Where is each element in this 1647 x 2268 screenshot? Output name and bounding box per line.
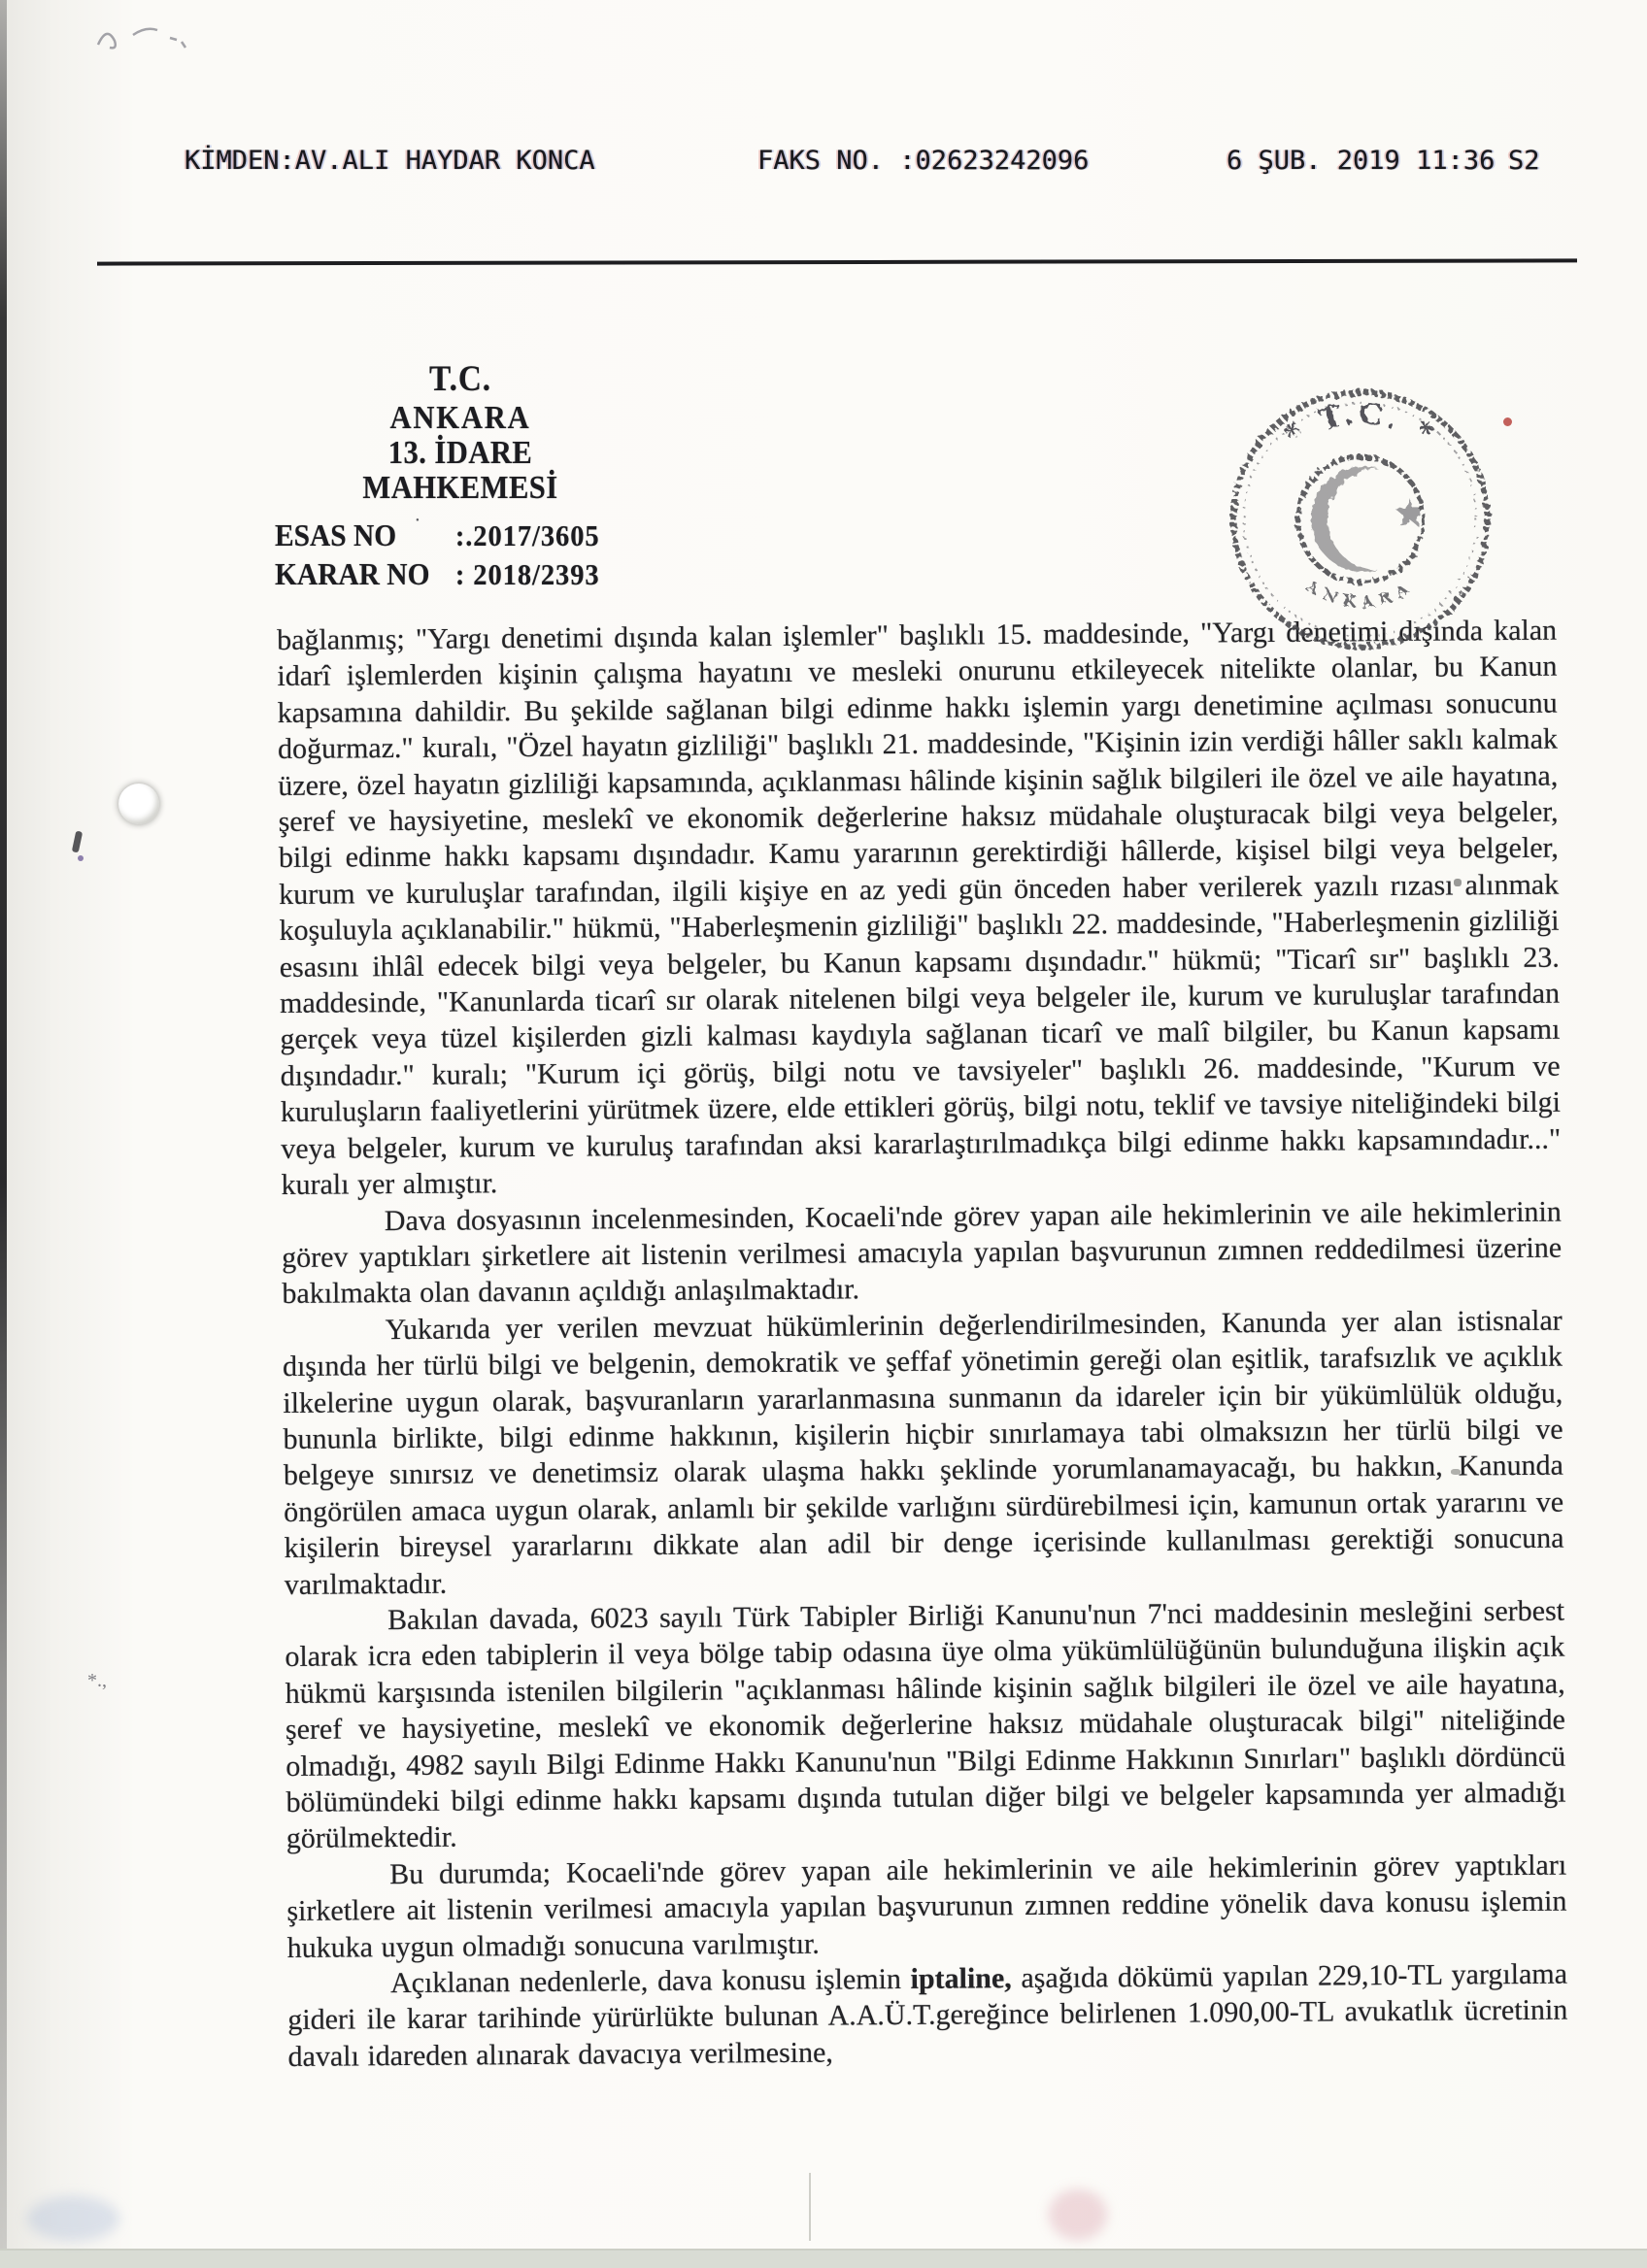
- esas-no-value: :.2017/3605: [454, 518, 600, 552]
- republic-heading: T.C.: [428, 359, 492, 399]
- ink-mark: [72, 831, 83, 853]
- esas-no-row: [275, 514, 600, 556]
- header-divider-line: [97, 258, 1577, 265]
- paper-crease: [809, 2173, 811, 2241]
- court-seal-stamp: [1214, 373, 1507, 666]
- body-text: [277, 613, 1568, 2076]
- text-run: bağlanmış; "Yargı denetimi dışında kalan işlemler" başlıklı 15. maddesinde, "Yargı denetimi dışında kalan idarî işlemlerden kişinin çalışma hayatını ve mesleki onurunu etkileyecek nitelikte olanlar, bu Kanun kapsamına dahildir. Bu şekilde sağlanan bilgi edinme hakkı işlemin yargı denetimine açılması sonucunu doğurmaz." kuralı, "Özel hayatın gizliliği" başlıklı 21. maddesinde, "Kişinin izin verdiği hâller saklı kalmak üzere, özel hayatın gizliliği kapsamında, açıklanması hâlinde kişinin sağlık bilgileri ile özel ve aile hayatına, şeref ve haysiyetine, meslekî ve ekonomik değerlerine haksız müdahale oluşturacak bilgi veya belgeler, bilgi edinme hakkı kapsamı dışındadır. Kamu yararının gerektirdiği hâllerde, kişisel bilgi veya belgeler, kurum ve kuruluşlar tarafından, ilgili kişiye en az yedi gün önceden haber verilerek yazılı rızası alınmak koşuluyla açıklanabilir." hükmü, "Haberleşmenin gizliliği" başlıklı 22. maddesinde, "Haberleşmenin gizliliği esasını ihlâl edecek bilgi veya belgeler, bu Kanun kapsamı dışındadır." hükmü; "Ticarî sır" başlıklı 23. maddesinde, "Kanunlarda ticarî sır olarak nitelenen bilgi veya belgeler ile, kurum ve kuruluşlar tarafından gerçek veya tüzel kişilerden gizli kalması kaydıyla sağlanan ticarî ve malî bilgiler, bu Kanun kapsamı dışındadır." kuralı; "Kurum içi görüş, bilgi notu ve tavsiyeler" başlıklı 26. maddesinde, "Kurum ve kuruluşların faaliyetlerini yürütmek üzere, elde ettikleri görüş, bilgi notu, teklif ve tavsiye niteliğindeki bilgi veya belgeler, kurum ve kuruluş tarafından aksi kararlaştırılmadıkça bilgi edinme hakkı kapsamındadır..." kuralı yer almıştır.: [277, 614, 1562, 1202]
- margin-asterisk-note: *.,: [87, 1670, 107, 1691]
- paragraph: [286, 1847, 1567, 1966]
- paragraph: [282, 1193, 1563, 1313]
- paragraph: [283, 1302, 1564, 1603]
- seal-crescent-icon: [1311, 467, 1378, 573]
- seal-bottom-text: ANKARA: [1302, 576, 1419, 612]
- stray-mark: ˙: [414, 514, 421, 538]
- fax-sender: KİMDEN:AV.ALI HAYDAR KONCA: [185, 146, 595, 176]
- bold-text-run: iptaline,: [910, 1962, 1012, 1995]
- hole-punch: [118, 784, 159, 824]
- text-run: Bu durumda; Kocaeli'nde görev yapan aile hekimlerinin ve aile hekimlerinin görev yaptıkları şirketlere ait listenin verilmesi amacıyla yapılan başvurunun zımnen reddine yönelik dava konusu işlemin hukuka uygun olmadığı sonucuna varılmıştır.: [286, 1849, 1567, 1964]
- karar-no-row: [275, 556, 600, 595]
- fax-datetime: 6 ŞUB. 2019 11:36: [1227, 146, 1496, 176]
- city-heading: ANKARA: [389, 400, 531, 436]
- karar-no-value: : 2018/2393: [454, 557, 600, 591]
- text-run: Dava dosyasının incelenmesinden, Kocaeli'nde görev yapan aile hekimlerinin ve aile hekimlerinin görev yaptıkları şirketlere ait listenin verilmesi amacıyla yapılan başvurunun zımnen reddedilmesi üzerine bakılmakta olan davanın açıldığı anlaşılmaktadır.: [282, 1195, 1563, 1311]
- seal-top-text: * T.C. *: [1279, 396, 1442, 453]
- pink-smudge: [1049, 2189, 1107, 2240]
- esas-no-label: [275, 514, 455, 553]
- text-run: aşağıda dökümü yapılan 229,10-TL yargılama gideri ile karar tarihinde yürürlükte bulunan A.A.Ü.T.gereğince belirlenen 1.090,00-TL avukatlık ücretinin davalı idareden alınarak davacıya verilmesine,: [287, 1957, 1568, 2073]
- scan-bottom-band: [0, 2249, 1647, 2268]
- paragraph: [285, 1593, 1566, 1857]
- fax-number: FAKS NO. :02623242096: [757, 146, 1090, 176]
- paragraph: [277, 613, 1562, 1204]
- esas-no-label-text: ESAS NO: [275, 517, 397, 552]
- case-number-block: [275, 514, 600, 595]
- court-name-heading: 13. İDARE MAHKEMESİ: [362, 435, 558, 506]
- fax-page-number: S2: [1508, 146, 1540, 176]
- blue-smudge: [27, 2196, 119, 2241]
- text-run: Açıklanan nedenlerle, dava konusu işlemin: [389, 1962, 911, 2000]
- karar-no-label: [275, 556, 455, 592]
- handwritten-squiggle: [92, 14, 209, 56]
- ink-speck: [78, 855, 84, 861]
- text-run: Yukarıda yer verilen mevzuat hükümlerinin değerlendirilmesinden, Kanunda yer alan istisnalar dışında her türlü bilgi ve belgenin, demokratik ve şeffaf yönetimin gereği olan eşitlik, tarafsızlık ve açıklık ilkelerine uygun olarak, başvuranların yararlanmasına sunmanın da idareler için bir yükümlülük olduğu, bununla birlikte, bilgi edinme hakkının, kişilerin hiçbir sınırlamaya tabi olmaksızın her türlü bilgi ve belgeye sınırsız ve denetimsiz olarak ulaşma hakkı şeklinde yorumlanamayacağı, bu hakkın, Kanunda öngörülen amaca uygun olarak, anlamlı bir şekilde varlığını sürdürebilmesi için, kamunun ortak yararını ve kişilerin bireysel yararlarını dikkate alan adil bir denge içerisinde kullanılması gerektiği sonucuna varılmaktadır.: [282, 1304, 1564, 1601]
- paragraph: [287, 1956, 1568, 2076]
- court-letterhead: [289, 359, 632, 506]
- scan-left-edge: [0, 0, 7, 2268]
- karar-no-label-text: KARAR NO: [275, 556, 430, 591]
- text-run: Bakılan davada, 6023 sayılı Türk Tabipler Birliği Kanunu'nun 7'nci maddesinin mesleğini serbest olarak icra eden tabiplerin il veya bölge tabip odasına üye olma yükümlülüğünün bulunduğuna ilişkin açık hükmü karşısında istenilen bilgilerin "açıklanması hâlinde kişinin sağlık bilgileri ile özel ve aile hayatına, şeref ve haysiyetine, meslekî ve ekonomik değerlerine haksız müdahale oluşturacak bilgi" niteliğinde olmadığı, 4982 sayılı Bilgi Edinme Hakkı Kanunu'nun "Bilgi Edinme Hakkının Sınırları" başlıklı dördüncü bölümündeki bilgi edinme hakkı kapsamı dışında tutulan diğer bilgi ve belgeler kapsamında yer almadığı görülmektedir.: [285, 1594, 1566, 1855]
